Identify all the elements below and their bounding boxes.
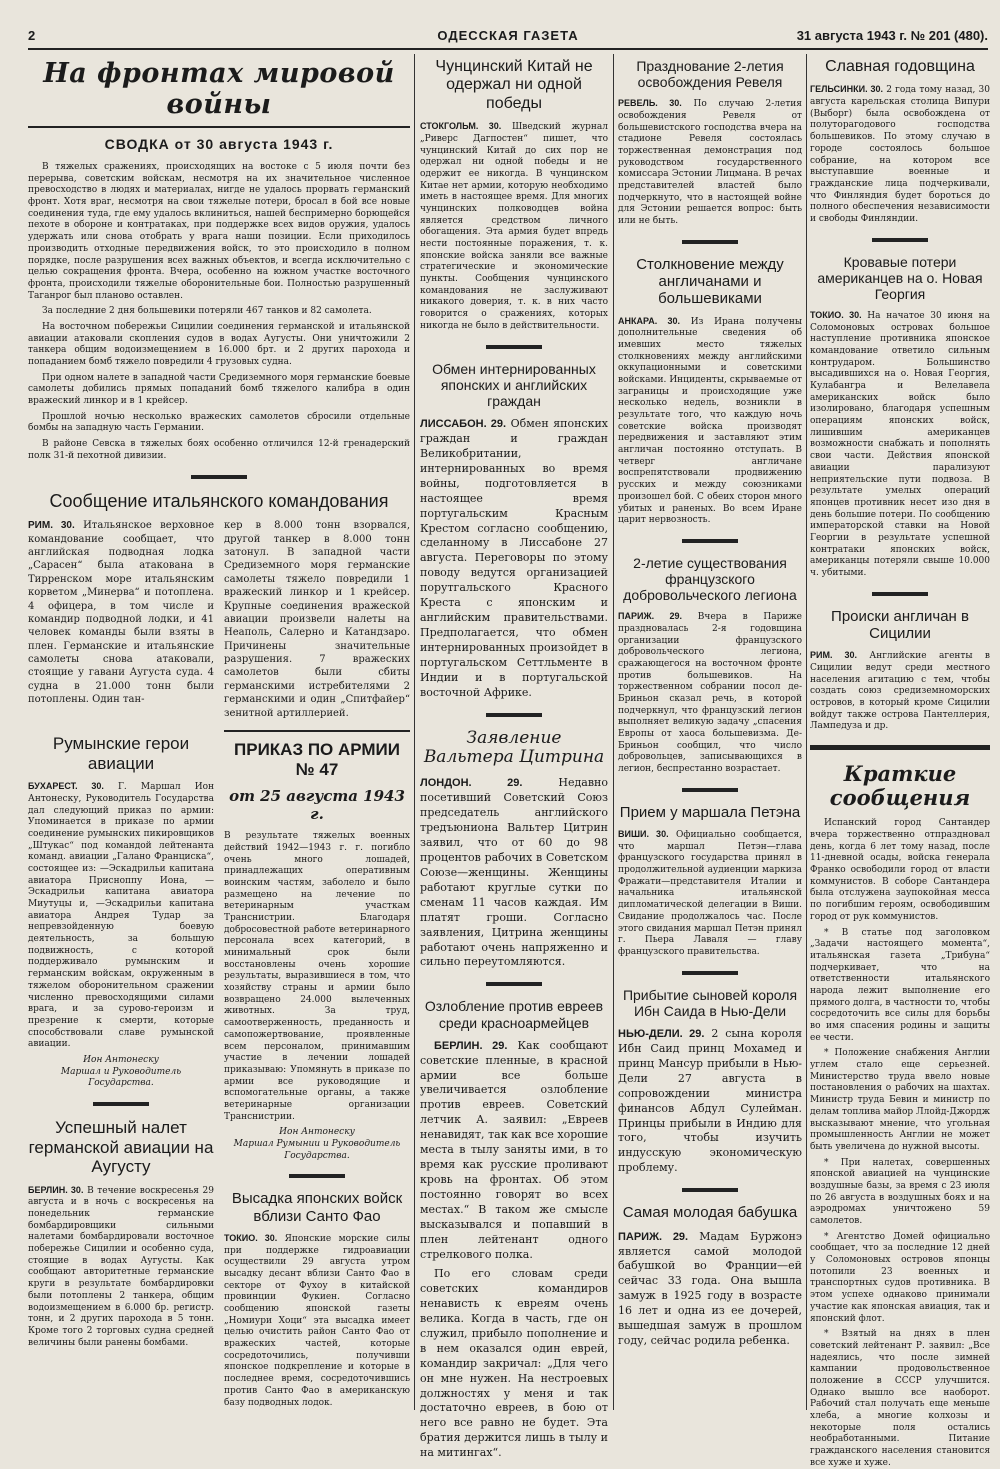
prikaz-subtitle: от 25 августа 1943 г.	[229, 787, 405, 824]
chungking-body	[420, 121, 608, 332]
separator	[682, 971, 738, 975]
column-3	[618, 54, 802, 1410]
separator	[289, 1174, 345, 1178]
losses-text: На начатое 30 июня на Соломоновых островах большое наступление противника японское командование ответило сильным контрударом. Большинство высадившихся на о. Новая Георгия, Кулабангра и Велелавела американских войск было изолировано, благодаря успешным операциям японских войск, лишившим американцев возможности снабжать и пополнять свои части. Действия японской авиации парализуют неприятельские пути подвоза. В результате умелых операций японцев противник несет изо дня в день большие потери. По сообщению императорской ставки на Новой Георгии в результате успешной контратаки японских войск, американцы потеряли свыше 10.000 ч. убитыми.	[810, 310, 991, 579]
anniversary-title: Славная годовщина	[825, 58, 975, 75]
petain-body	[618, 829, 802, 959]
italian-body	[28, 519, 410, 720]
italian-text-right: кер в 8.000 тонн взорвался, другой танкер в 8.000 тонн затонул. В западной части Средиземного моря германские самолеты тяжело повредили 1 вражеский линкор и 1 крейсер. Крупные соединения вражеской авиации произвели налеты на Неаполь, Салерно и Катандзаро. Причинены значительные разрушения. 7 вражеских самолетов были сбиты германскими истребителями 2 германскими и один „Спитфайер“ зенитной артиллерией.	[224, 520, 410, 719]
newspaper-title: ОДЕССКАЯ ГАЗЕТА	[437, 28, 579, 43]
lower-right	[224, 730, 410, 1413]
anniversary-body	[810, 84, 990, 225]
article-svodka	[28, 136, 410, 463]
legion-text: Вчера в Париже праздновалась 2-я годовщина организации французского добровольческого легиона, сражающегося на восточном фронте против большевиков. На торжественном собрании посол де-Бриньон сказал речь, в которой подчеркнул, что французский легион выполняет великую задачу „спасения Европы от хаоса большевизма. Де-Бриньон сообщил, что число добровольцев, записывающихся в легион, беспрестанно возрастает.	[618, 612, 802, 775]
signature-title: Маршал Румынии и Руководитель Государства.	[233, 1139, 401, 1161]
svodka-paragraph: В районе Севска в тяжелых боях особенно отличился 12-й гренадерский полк 31-й пехотной дивизии.	[28, 439, 410, 461]
separator	[486, 345, 542, 349]
signature-title: Маршал и Руководитель Государства.	[60, 1066, 182, 1089]
svodka-paragraph: В тяжелых сражениях, происходящих на востоке с 5 июля почти без перерыва, советским войскам, несмотря на их значительное численное превосходство в людях и материалах, нигде не удалось прорвать германский фронт. Хотя враг, несмотря на свои тяжелые потери, бросал в бой все новые соединения туда, где ему удалось вклиниться, нашей беспримерно борющейся пехоте в обороне и контратаках, при поддержке всех видов оружия, удалось удержать или снова отобрать у врага наши позиции. Если приходилось производить отходные передвижения войск, то это происходило в полном порядке, после разрушения всех важных объектов, и всегда исключительно с целью сокращения фронта. Вчера, особенно на южном участке восточного фронта, происходили тяжелые оборонительные бои. Полностью разрушенный Таганрог был планово оставлен.	[28, 162, 410, 301]
column-rule	[806, 54, 807, 1410]
romanian-signature	[28, 1055, 214, 1090]
separator	[486, 713, 542, 717]
petain-dateline: ВИШИ. 30.	[618, 829, 669, 840]
sicily-text: Английские агенты в Сицилии ведут среди местного населения агитацию с тем, чтобы создать союз средиземноморских островов, в который кроме Сицилии войдут также острова Пантеллерия, Лампедуза и др.	[810, 651, 990, 732]
brief-body	[810, 818, 990, 1469]
losses-dateline: ТОКИО. 30.	[810, 309, 862, 320]
japan-landing-text: Японские морские силы при поддержке гидроавиации осуществили 29 августа утром высадку десант вблизи Санто Фао в секторе от Фухоу в китайской провинции Фукиен. Согласно сообщению японской газеты „Номиури Хоци“ эта высадка имеет целью очистить район Санто Фао от вражеских частей, которые сосредоточились, получивши японское подкрепление и которые в последнее время, сосредоточившись против Санто Фао в американскую базу подводных лодок.	[224, 1233, 410, 1408]
revel-body	[618, 98, 802, 228]
separator	[872, 592, 928, 596]
romanian-body	[28, 781, 214, 1051]
grandma-dateline: ПАРИЖ. 29.	[618, 1230, 689, 1243]
italian-title: Сообщение итальянского командования	[49, 490, 389, 511]
ibn-saud-text: 2 сына короля Ибн Саид принц Мохамед и принц Мансур прибыли в Нью-Дели 27 августа в сопровождении министра финансов Абдул Сулейман. Принцы прибыли в Индию для того, чтобы изучить индусскую экономическую проблему.	[618, 1026, 803, 1175]
grandma-text: Мадам Бурж​онэ является самой молодой бабушкой во Франции—ей сейчас 33 года. Она вышла замуж в 1925 году в возрасте 16 лет и одна из ее дочерей, вышедшая замуж в прошлом году, сейчас родила ребенка.	[618, 1229, 802, 1348]
chungking-text: Шведский журнал „Риверс Дагпостен“ пишет, что чунцинский Китай до сих пор не одержал ни одной победы и не одержит ее никогда. В чунцинском Китае нет армии, которую необходимо иметь в настоящее время. Для многих чунцинских полководцев война является средством личного обогащения. Эта армия будет впредь нести постоянные поражения, т. к. японские войска заняли все важные стратегические и экономические пункты. Сообщения чунцинского командования не заслуживают никакого доверия, т. к. в них часто говорится о сражениях, которых никогда не было в действительности.	[420, 122, 608, 331]
column-rule	[414, 54, 415, 1410]
column-2	[420, 54, 609, 1460]
legion-title: 2-летие существования французского добровольческого легиона	[623, 554, 797, 604]
column-1	[28, 54, 410, 1410]
italian-dateline: РИМ. 30.	[28, 520, 75, 532]
article-italian	[28, 491, 410, 721]
romanian-text: Г. Маршал Ион Антонеску, Руководитель Государства дал следующий приказ по армии: Упоминается в приказе по армии соединение румынских пикировщиков „Штукас“ под командой лейтенанта команд. авиации „Галано Франциска“, состоящее из: —Эскадрильи капитана авиатора Присноппу Иона, —Эскадрильи капитана авиатора Миутуцы и, —Эскадрильи капитана авиатора Андрея Тудар за непревзойденную боевую деятельность, за большую подвижность, с которой поддерживало румынским и германским войскам, окруженным в тяжелом оборонительном сражении численно превосходящими силами врага, и за сурово-героизм и презрение к смерти, которые способствовали славе румынской авиации.	[28, 782, 214, 1050]
brief-title: Краткие сообщения	[829, 761, 971, 811]
separator	[486, 982, 542, 986]
grandma-title: Самая молодая бабушка	[622, 1204, 798, 1222]
augusta-text: В течение воскресенья 29 августа и в ночь с воскресенья на понедельник германские бомбардировщики сильными налетами бомбардировали восточное побережье Сицилии и особенно суда, стоящие в водах Аугусты. Как сообщают авторитетные германские круги в результате бомбардировки были потоплены 2 танкера, общим водоизмещением в 6.000 бр. регистр. тонн, и 2 других парохода в 5 тонн. Кроме того 2 торговых судна средней величины были ранены бомбами.	[28, 1185, 215, 1348]
anniversary-text: 2 года тому назад, 30 августа карельская столица Випури (Выборг) была освобождена от полуторагодового господства большевиков. По этому случаю в городе состоялось большое собрание, на котором все выступавшие военные и гражданские лица подчеркивали, что Финляндия будет бороться до полного обеспечения независимости и свободы Финляндии.	[810, 85, 990, 224]
italian-text-left: Итальянское верховное командование сообщает, что английская подводная лодка „Сарасен“ была атакована в Тирренском море итальянским корветом „Минерва“ и потоплена. 4 офицера, в том числе и командир подводной лодки, и 41 человек команды были взяты в плен. Германские и итальянские самолеты снова атаковали, стоящие у гавани Аугуста суда. 4 судна в 21.000 тонн были потоплены. Один тан-	[28, 520, 214, 706]
revel-text: По случаю 2-летия освобождения Ревеля от большевистского господства вчера на стадионе Ревеля состоялась торжественная демонстрация под руководством государственного комиссара Эстонии Лицмана. В речах представителей властей было подчеркнуто, что в настоящей войне для Эстонии решается вопрос: быть или не быть.	[618, 99, 802, 227]
exchange-title: Обмен интернированных японских и английских граждан	[432, 360, 596, 409]
issue-date: 31 августа 1943 г. № 201 (480).	[796, 28, 988, 43]
exchange-text: Обмен японских граждан и граждан Великобритании, интернированных во время войны, подготовляется в настоящее время португальским Красным Крестом согласно сообщению, сделанному в Лиссабоне 27 августа. Переговоры по этому поводу ведутся организацией порутгальского Красного Креста с японским и английским правительствами. Предполагается, что обмен интернированных произойдет в португальском Сеттльменте в Индии и в португальской восточной Африке.	[420, 416, 608, 699]
jews-text: Как сообщают советские пленные, в красной армии все больше увеличивается озлобление против евреев. Советский летчик А. заявил: „Евреев ненавидят, так как все хорошие места в тылу заняты ими, в то время как русские проливают кровь на фронтах. Об этом постоянно говорят во всех местах.“ В таком же смысле высказывался и попавший в плен лейтенант одного стрелкового полка.	[420, 1038, 609, 1261]
separator	[682, 539, 738, 543]
chungking-title: Чунцинский Китай не одержал ни одной победы	[435, 58, 593, 112]
separator	[872, 238, 928, 242]
citrine-body	[420, 776, 608, 970]
ibn-saud-body	[618, 1027, 802, 1177]
jews-dateline: БЕРЛИН. 29.	[434, 1039, 508, 1052]
clash-dateline: АНКАРА. 30.	[618, 315, 681, 326]
clash-title: Столкновение между англичанами и большевиками	[636, 255, 784, 308]
signature-name: Ион Антонеску	[279, 1127, 355, 1138]
prikaz-signature	[224, 1127, 410, 1162]
augusta-title: Успешный налет германской авиации на Аугусту	[28, 1118, 214, 1177]
brief-item: * При налетах, совершенных японской авиацией на чунцинские воздушные базы, за время с 23 июля по 26 августа в воздушных боях и на аэродромах уничтожено 59 самолетов.	[810, 1157, 990, 1227]
svodka-paragraph: На восточном побережьи Сицилии соединения германской и итальянской авиации атаковали скопления судов в водах Аугусты. Они уничтожили 2 танкера общим водоизмещением в 16.000 брт. и 2 других парохода и попаданием бомб тяжело повредили 4 грузовых судна.	[28, 321, 410, 367]
page-number: 2	[28, 28, 36, 43]
clash-body	[618, 316, 802, 527]
sicily-body	[810, 650, 990, 733]
signature-name: Ион Антонеску	[83, 1054, 159, 1065]
petain-text: Официально сообщается, что маршал Петэн—глава французского государства принял в продолжительной аудиенции маркиза Фражати—представителя Италии и начальника итальянской дипломатической делегации в Виши. Свидание продолжалось час. После этого свидания маршал Петэн принял г. Пьера Лаваля — главу французского правительства.	[618, 830, 802, 957]
jews-paragraph: По его словам среди советских командиров ненависть к евреям очень велика. Когда в часть, где он служил, прибыло пополнение и в нем оказался один еврей, командир закричал: „Для чего он мне нужен. На нестроевых должностях у меня и так достаточно евреев, в бою от него все равно не будет. Эта братия держится лишь в тылу и на митингах“.	[420, 1266, 608, 1460]
brief-item: * В статье под заголовком „Задачи настоящего момента“, итальянская газета „Трибуна“ подчеркивает, что на ответственности итальянского народа лежит выполнение его прямого долга, в частности то, чтобы сосредоточить все силы для борьбы во имя спасения родины и защиты ее чести.	[810, 927, 990, 1043]
revel-dateline: РЕВЕЛЬ. 30.	[618, 98, 682, 109]
citrine-text: Недавно посетивший Советский Союз председатель английского тредъюниона Вальтер Цитрин заявил, что от 60 до 98 процентов рабочих в Советском Союзе—женщины. Женщины работают круглые сутки по сменам 11 часов каждая. Им платят гроши. Согласно заявления, Цитрина женщины работают очень напряженно и сильно переутомляются.	[420, 776, 608, 969]
petain-title: Прием у маршала Петэна	[619, 803, 801, 821]
sicily-dateline: РИМ. 30.	[810, 650, 857, 661]
japan-landing-body	[224, 1233, 410, 1409]
chungking-dateline: СТОКГОЛЬМ. 30.	[420, 121, 502, 132]
separator	[682, 1188, 738, 1192]
augusta-dateline: БЕРЛИН. 30.	[28, 1184, 84, 1195]
romanian-title: Румынские герои авиации	[52, 734, 190, 773]
svodka-title: СВОДКА от 30 августа 1943 г.	[104, 136, 334, 152]
svodka-paragraph: Прошлой ночью несколько вражеских самолетов сбросили отдельные бомбы на западную часть Германии.	[28, 411, 410, 434]
separator-wide	[810, 745, 990, 750]
column-rule	[613, 54, 614, 1410]
legion-body	[618, 611, 802, 776]
svodka-paragraph: За последние 2 дня большевики потеряли 467 танков и 82 самолета.	[42, 306, 372, 317]
jews-title: Озлобление против евреев среди красноармейцев	[424, 998, 604, 1031]
sicily-title: Происки англичан в Сицилии	[831, 607, 969, 642]
svodka-paragraph: При одном налете в западной части Средиземного моря германские боевые самолеты добились прямых попаданий бомб тяжелого калибра в один вражеский линкор и в 1 крейсер.	[28, 372, 410, 407]
brief-item: * Агентство Домей официально сообщает, что за последние 12 дней у Соломоновых островов японцы потопили 23 военных и транспортных судов противника. В этом успехе однаково принимали участие как японская авиация, так и японский флот.	[810, 1231, 990, 1324]
separator	[93, 1102, 149, 1106]
separator	[682, 240, 738, 244]
ibn-saud-dateline: НЬЮ-ДЕЛИ. 29.	[618, 1027, 705, 1040]
losses-title: Кровавые потери американцев на о. Новая Георгия	[817, 253, 983, 302]
losses-body	[810, 310, 990, 580]
prikaz-body: В результате тяжелых военных действий 1942—1943 г. г. погибло очень много лошадей, принадлежащих оперативным воинским частям, заболело и было размещено на лечение по ветеринарным участкам Транснистрии. Благодаря добросовестной работе ветеринарного персонала всех категорий, в минимальный срок были восстановлены очень хорошие результаты, выразившиеся в том, что хозяйству страны и армии было возвращено 24.000 вылеченных животных. За труд, самоотверженность, преданность и самопожертвование, проявленные всем персоналом, принимавшим участие в лечении лошадей приказываю: Упомянуть в приказе по армии все руководящие и вспомогательные органы, а также ветеринарные организации Транснистрии.	[224, 831, 410, 1122]
column-4	[810, 54, 991, 1468]
ibn-saud-title: Прибытие сыновей короля Ибн Саида в Нью-Дели	[622, 986, 798, 1019]
masthead	[28, 24, 988, 50]
citrine-dateline: ЛОНДОН. 29.	[420, 777, 523, 790]
separator	[682, 788, 738, 792]
legion-dateline: ПАРИЖ. 29.	[618, 611, 682, 622]
grandma-body	[618, 1230, 802, 1350]
exchange-body	[420, 417, 608, 701]
jews-body	[420, 1039, 608, 1462]
section-banner: На фронтах мировой войны	[28, 54, 410, 128]
brief-item: * Положение снабжения Англии углем стало еще серьезней. Министерство труда ввело новые постановления о рабочих на шахтах. Министр труда Бевин и министр по делам топлива майор Ллойд-Джордж высказывают мнение, что угольная промышленность Англии не может быть увеличена до нужной высоты.	[810, 1048, 990, 1152]
romanian-dateline: БУХАРЕСТ. 30.	[28, 781, 104, 792]
jews-paragraph	[420, 1039, 608, 1263]
brief-item: Испанский город Сантандер вчера торжественно отпраздновал день, когда 6 лет тому назад, после 11-дневной осады, войска генерала Франко освободили город от власти коммунистов. В соборе Сантандера была отслужена заупокойная месса по погибшим героям, освободившим город от рук коммунистов.	[810, 818, 990, 922]
prikaz-title: ПРИКАЗ ПО АРМИИ № 47	[234, 740, 400, 779]
japan-landing-dateline: ТОКИО. 30.	[224, 1232, 278, 1243]
lower-left	[28, 730, 214, 1413]
citrine-title: Заявление Вальтера Цитрина	[423, 727, 605, 768]
brief-item: * Взятый на днях в плен советский лейтенант Р. заявил: „Все надеялись, что после зимней кампании продовольственное положение в СССР улучшится. Однако вышло все наоборот. Рабочий стал получать еще меньше хлеба, а многие колхозы и некоторые поля остались необработанными. Питание гражданского населения становится все хуже и хуже.	[810, 1329, 990, 1468]
augusta-body	[28, 1185, 214, 1350]
clash-text: Из Ирана получены дополнительные сведения об имевших место тяжелых столкновениях между английскими оккупационными и советскими войсками. Инциденты, скрываемые от заграницы и происходящие уже несколько недель, возникли в результате того, что каждую ночь советские войска производят передвижения и заставляют этим англичан постоянно отступать. В четверг англичане воспрепятствовали продвижению русских и между союзниками произошел бой. С обеих сторон много убитых и раненых. Во всем Иране царит нервозность.	[618, 316, 802, 526]
revel-title: Празднование 2-летия освобождения Ревеля	[636, 58, 784, 91]
svodka-body	[28, 162, 410, 463]
japan-landing-title: Высадка японских войск вблизи Санто Фао	[231, 1190, 403, 1225]
separator	[191, 475, 247, 479]
exchange-dateline: ЛИССАБОН. 29.	[420, 417, 507, 430]
anniversary-dateline: ГЕЛЬСИНКИ. 30.	[810, 84, 883, 95]
lower-section	[28, 730, 410, 1413]
